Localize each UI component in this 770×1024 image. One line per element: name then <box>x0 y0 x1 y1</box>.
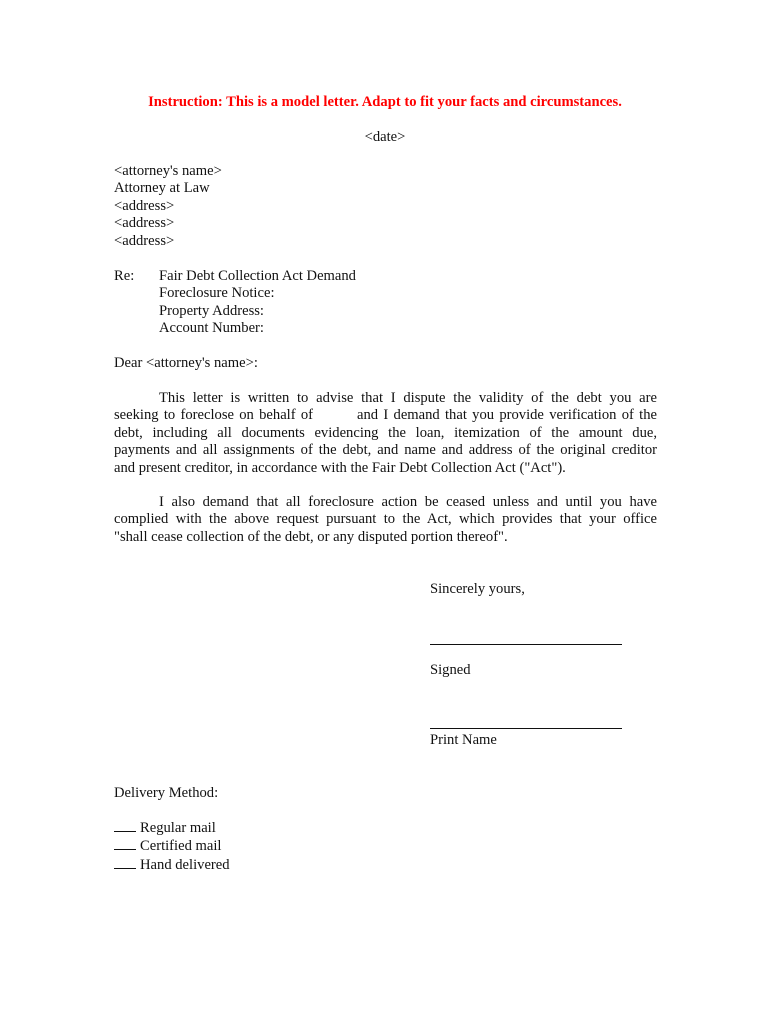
delivery-option-label: Certified mail <box>140 838 222 855</box>
delivery-option-hand-delivered <box>114 856 230 874</box>
paragraph-line: debt, including all documents evidencing the loan, itemization of the amount due, <box>114 424 657 441</box>
paragraph-line: and present creditor, in accordance with the Fair Debt Collection Act ("Act"). <box>114 459 566 476</box>
recipient-title: Attorney at Law <box>114 180 210 197</box>
delivery-option-certified-mail <box>114 837 230 855</box>
delivery-option-label: Hand delivered <box>140 856 230 873</box>
subject-lines <box>159 268 356 338</box>
recipient-address-line: <address> <box>114 232 175 249</box>
paragraph-line: I also demand that all foreclosure action be ceased unless and until you have <box>159 494 657 510</box>
paragraph-fragment: seeking to foreclose on behalf of <box>114 407 314 424</box>
subject-line: Account Number: <box>159 320 264 337</box>
checkbox-blank-line <box>114 819 136 832</box>
instruction-note: Instruction: This is a model letter. Adapt to fit your facts and circumstances. <box>148 94 622 110</box>
subject-line: Property Address: <box>159 302 264 319</box>
closing-sincerely: Sincerely yours, <box>430 581 525 597</box>
letter-date: <date> <box>364 129 406 145</box>
delivery-option-regular-mail <box>114 819 230 837</box>
paragraph-line: payments and all assignments of the debt, and name and address of the original creditor <box>114 442 657 459</box>
recipient-address-block <box>114 163 222 250</box>
paragraph-line: complied with the above request pursuant to the Act, which provides that your office <box>114 511 657 528</box>
signed-label: Signed <box>430 662 471 678</box>
subject-label: Re: <box>114 268 135 284</box>
print-name-label: Print Name <box>430 732 497 748</box>
delivery-option-label: Regular mail <box>140 820 216 836</box>
paragraph-fragment: and I demand that you provide verification of the <box>357 407 657 424</box>
delivery-options <box>114 819 230 874</box>
subject-line: Foreclosure Notice: <box>159 285 275 302</box>
salutation: Dear <attorney's name>: <box>114 355 258 371</box>
paragraph-line <box>114 407 657 424</box>
delivery-method-label: Delivery Method: <box>114 785 219 801</box>
recipient-name: <attorney's name> <box>114 163 222 179</box>
signature-line <box>430 644 622 645</box>
recipient-address-line: <address> <box>114 215 175 232</box>
checkbox-blank-line <box>114 856 136 869</box>
subject-line: Fair Debt Collection Act Demand <box>159 268 356 284</box>
body-paragraph-dispute <box>114 390 657 477</box>
recipient-address-line: <address> <box>114 197 175 214</box>
checkbox-blank-line <box>114 837 136 850</box>
print-name-line <box>430 728 622 729</box>
paragraph-line: "shall cease collection of the debt, or any disputed portion thereof". <box>114 528 508 545</box>
paragraph-line: This letter is written to advise that I dispute the validity of the debt you are <box>159 390 657 406</box>
body-paragraph-cease <box>114 494 657 546</box>
